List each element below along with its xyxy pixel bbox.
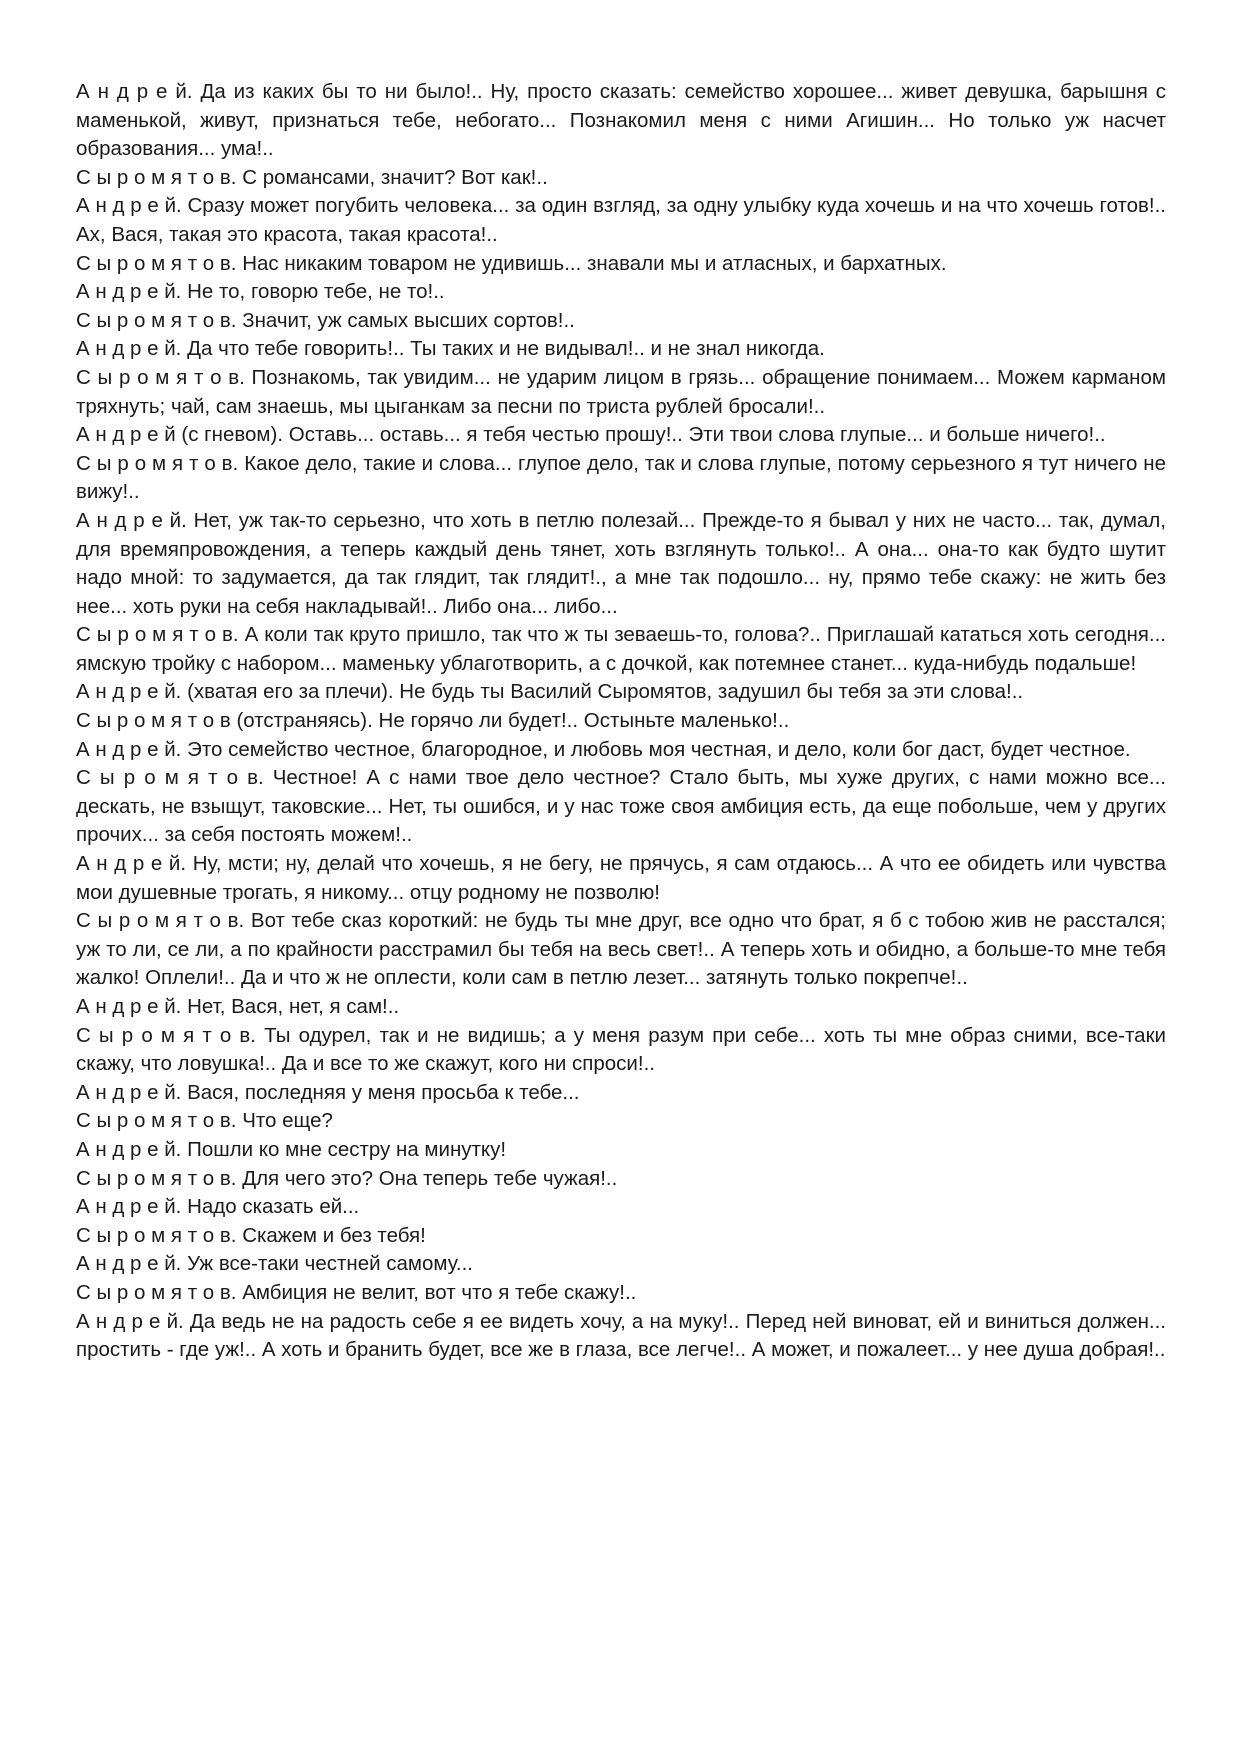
dialogue-paragraph (76, 364, 1166, 421)
dialogue-text: Уж все-таки честней самому... (187, 1252, 474, 1276)
dialogue-paragraph (76, 850, 1166, 907)
speaker-name: А н д р е й. (76, 1309, 184, 1333)
speaker-name: А н д р е й. (76, 280, 182, 304)
dialogue-text: Честное! А с нами твое дело честное? Стало быть, мы хуже других, с нами можно все... дескать, не взыщут, таковские... Нет, ты ошибся, и у нас тоже своя амбиция есть, да еще побольше, чем у других прочих... за себя постоять можем!.. (76, 766, 1166, 847)
dialogue-text: Скажем и без тебя! (242, 1223, 426, 1247)
speaker-name: А н д р е й. (76, 995, 182, 1018)
dialogue-paragraph (76, 993, 1166, 1022)
dialogue-text: Какое дело, такие и слова... глупое дело, так и слова глупые, потому серьезного я тут ничего не вижу!.. (76, 451, 1166, 504)
dialogue-paragraph (76, 764, 1166, 850)
speaker-name: С ы р о м я т о в. (76, 165, 237, 189)
dialogue-text: Что еще? (242, 1109, 333, 1133)
speaker-name: А н д р е й. (76, 852, 187, 876)
dialogue-container (76, 78, 1166, 1365)
dialogue-text: А коли так круто пришло, так что ж ты зеваешь-то, голова?.. Приглашай кататься хоть сегодня... ямскую тройку с набором... маменьку ублаготворить, а с дочкой, как потемнее станет... куда-нибудь подальше! (76, 623, 1166, 675)
speaker-name: А н д р е й. (76, 194, 182, 218)
dialogue-text: Да из каких бы то ни было!.. Ну, просто сказать: семейство хорошее... живет девушка, барышня с маменькой, живут, признаться тебе, небогато... Познакомил меня с ними Агишин... Но только уж насчет образования... ума!.. (76, 80, 1167, 161)
dialogue-text: Оставь... оставь... я тебя честью прошу!.. Эти твои слова глупые... и больше ничего!.. (288, 423, 1106, 447)
dialogue-text: Амбиция не велит, вот что я тебе скажу!.. (242, 1280, 637, 1304)
dialogue-paragraph (76, 278, 1166, 307)
dialogue-paragraph (76, 1165, 1166, 1194)
dialogue-text: Да что тебе говорить!.. Ты таких и не видывал!.. и не знал никогда. (187, 337, 825, 361)
dialogue-paragraph (76, 907, 1166, 993)
speaker-name: С ы р о м я т о в. (76, 251, 237, 275)
speaker-name: А н д р е й. (76, 1080, 182, 1104)
dialogue-text: Не горячо ли будет!.. Остыньте маленько!.. (378, 709, 790, 733)
dialogue-text: Значит, уж самых высших сортов!.. (242, 308, 575, 332)
dialogue-paragraph (76, 164, 1166, 193)
dialogue-paragraph (76, 1193, 1166, 1222)
dialogue-paragraph (76, 421, 1166, 450)
dialogue-paragraph (76, 707, 1166, 736)
speaker-name: А н д р е й. (76, 337, 182, 361)
dialogue-text: Ну, мсти; ну, делай что хочешь, я не бегу, не прячусь, я сам отдаюсь... А что ее обидеть или чувства мои душевные трогать, я никому... отцу родному не позволю! (76, 852, 1167, 904)
speaker-name: С ы р о м я т о в (отстраняясь). (76, 709, 373, 733)
dialogue-paragraph (76, 335, 1166, 364)
dialogue-text: Это семейство честное, благородное, и любовь моя честная, и дело, коли бог даст, будет честное. (187, 737, 1131, 761)
dialogue-text: Ты одурел, так и не видишь; а у меня разум при себе... хоть ты мне образ сними, все-таки скажу, что ловушка!.. Да и все то же скажут, кого ни спроси!.. (76, 1023, 1166, 1076)
speaker-name: С ы р о м я т о в. (76, 1166, 237, 1190)
dialogue-text: Познакомь, так увидим... не ударим лицом в грязь... обращение понимаем... Можем карманом тряхнуть; чай, сам знаешь, мы цыганкам за песни по триста рублей бросали!.. (76, 365, 1166, 418)
dialogue-text: Вот тебе сказ короткий: не будь ты мне друг, все одно что брат, я б с тобою жив не расстался; уж то ли, се ли, а по крайности расстрамил бы тебя на весь свет!.. А теперь хоть и обидно, а больше-то мне тебя жалко! Оплели!.. Да и что ж не оплести, коли сам в петлю лезет... затянуть только покрепче!.. (76, 909, 1166, 990)
dialogue-paragraph (76, 250, 1166, 279)
speaker-name: С ы р о м я т о в. (76, 1280, 237, 1304)
dialogue-paragraph (76, 307, 1166, 336)
dialogue-paragraph (76, 1250, 1166, 1279)
dialogue-paragraph (76, 1022, 1166, 1079)
dialogue-paragraph (76, 736, 1166, 765)
dialogue-paragraph (76, 1308, 1166, 1365)
dialogue-paragraph (76, 1136, 1166, 1165)
speaker-name: С ы р о м я т о в. (76, 1223, 237, 1247)
speaker-name: А н д р е й (с гневом). (76, 423, 284, 447)
dialogue-paragraph (76, 1279, 1166, 1308)
dialogue-paragraph (76, 678, 1166, 707)
dialogue-text: Сразу может погубить человека... за один взгляд, за одну улыбку куда хочешь и на что хочешь готов!.. Ах, Вася, такая это красота, такая красота!.. (76, 194, 1166, 246)
dialogue-text: Пошли ко мне сестру на минутку! (187, 1137, 507, 1161)
speaker-name: А н д р е й. (76, 508, 187, 532)
dialogue-text: Для чего это? Она теперь тебе чужая!.. (242, 1166, 618, 1190)
speaker-name: С ы р о м я т о в. (76, 1109, 237, 1133)
dialogue-text: Вася, последняя у меня просьба к тебе... (187, 1080, 580, 1104)
speaker-name: А н д р е й. (76, 737, 182, 761)
dialogue-text: С романсами, значит? Вот как!.. (242, 165, 548, 189)
dialogue-text: Нет, уж так-то серьезно, что хоть в петлю полезай... Прежде-то я бывал у них не часто... так, думал, для времяпровождения, а теперь каждый день тянет, хоть взглянуть только!.. А она... она-то как будто шутит надо мной: то задумается, да так глядит, так глядит!., а мне так подошло... ну, прямо тебе скажу: не жить без нее... хоть руки на себя накладывай!.. Либо она... либо... (76, 508, 1166, 618)
speaker-name: А н д р е й. (76, 1137, 182, 1161)
dialogue-text: (хватая его за плечи). Не будь ты Василий Сыромятов, задушил бы тебя за эти слова!.. (187, 680, 1024, 704)
speaker-name: С ы р о м я т о в. (76, 623, 239, 647)
speaker-name: С ы р о м я т о в. (76, 451, 239, 475)
dialogue-paragraph (76, 192, 1166, 249)
speaker-name: С ы р о м я т о в. (76, 1023, 256, 1047)
dialogue-paragraph (76, 78, 1166, 164)
speaker-name: А н д р е й. (76, 1195, 182, 1219)
speaker-name: С ы р о м я т о в. (76, 766, 264, 790)
speaker-name: С ы р о м я т о в. (76, 308, 237, 332)
dialogue-paragraph (76, 1222, 1166, 1251)
dialogue-text: Не то, говорю тебе, не то!.. (187, 280, 445, 304)
speaker-name: А н д р е й. (76, 1252, 182, 1276)
speaker-name: С ы р о м я т о в. (76, 365, 245, 389)
dialogue-text: Нет, Вася, нет, я сам!.. (187, 995, 400, 1018)
speaker-name: А н д р е й. (76, 680, 182, 704)
dialogue-text: Да ведь не на радость себе я ее видеть хочу, а на муку!.. Перед ней виноват, ей и виниться должен... простить - где уж!.. А хоть и бранить будет, все же в глаза, все легче!.. А может, и пожалеет... у нее душа добрая!.. (76, 1309, 1166, 1362)
dialogue-paragraph (76, 1107, 1166, 1136)
dialogue-paragraph (76, 507, 1166, 621)
dialogue-text: Нас никаким товаром не удивишь... знавали мы и атласных, и бархатных. (242, 251, 947, 275)
dialogue-paragraph (76, 1079, 1166, 1108)
dialogue-paragraph (76, 621, 1166, 678)
dialogue-text: Надо сказать ей... (187, 1195, 360, 1219)
speaker-name: С ы р о м я т о в. (76, 909, 245, 933)
dialogue-paragraph (76, 450, 1166, 507)
speaker-name: А н д р е й. (76, 80, 193, 103)
